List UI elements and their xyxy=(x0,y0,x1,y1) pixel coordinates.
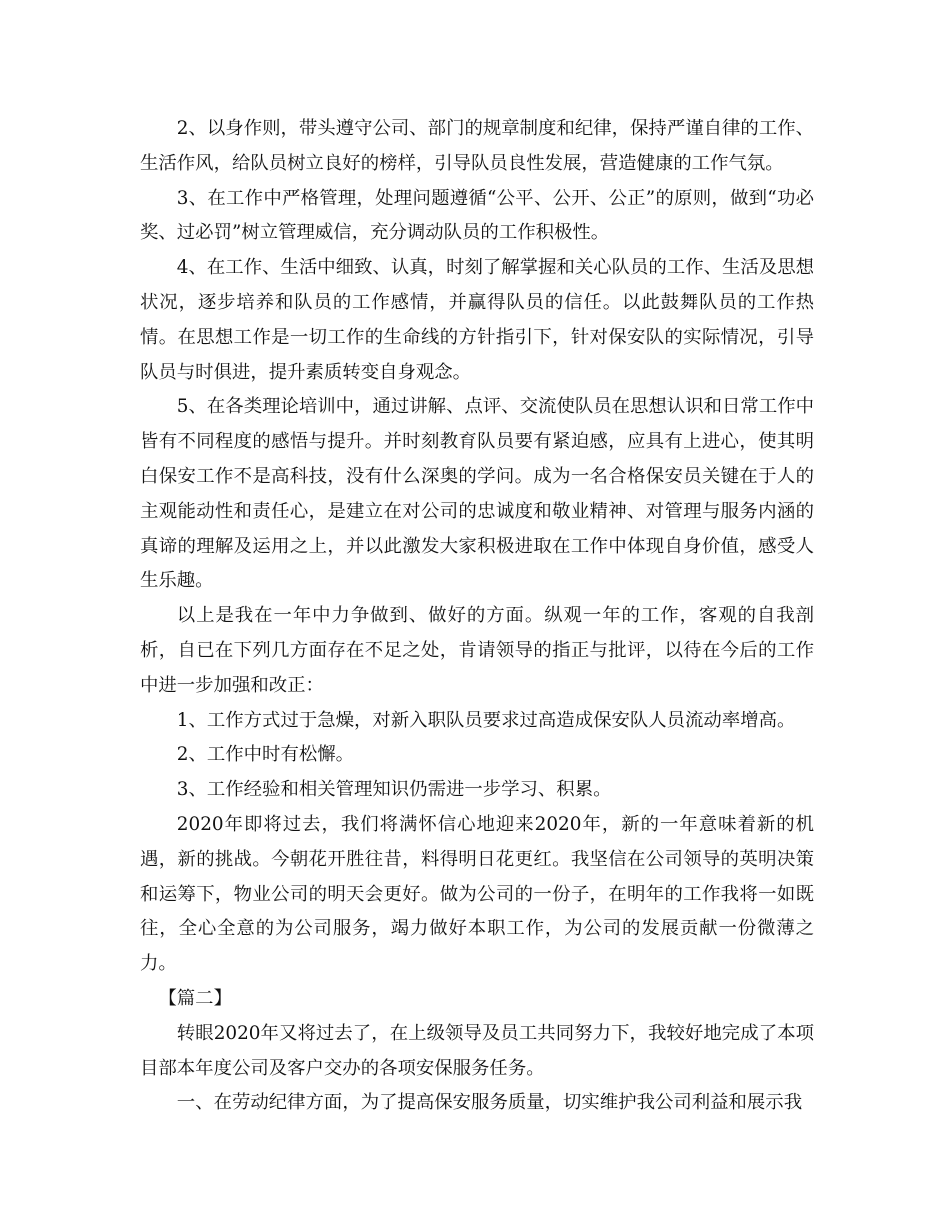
paragraph-8: 3、工作经验和相关管理知识仍需进一步学习、积累。 xyxy=(176,779,612,801)
paragraph-9: 2020年即将过去，我们将满怀信心地迎来2020年，新的一年意味着新的机遇，新的挑战。今朝花开胜往昔，料得明日花更红。我坚信在公司领导的英明决策和运筹下，物业公司的明天会更好。做为公司的一份子，在明年的工作我将一如既往，全心全意的为公司服务，竭力做好本职工作，为公司的发展贡献一份微薄之力。 xyxy=(140,813,814,975)
paragraph-7: 2、工作中时有松懈。 xyxy=(176,744,355,766)
paragraph-5: 以上是我在一年中力争做到、做好的方面。纵观一年的工作，客观的自我剖析，自已在下列几方面存在不足之处，肯请领导的指正与批评，以待在今后的工作中进一步加强和改正： xyxy=(140,605,814,696)
section-heading: 【篇二】 xyxy=(158,987,232,1009)
paragraph-1: 2、以身作则，带头遵守公司、部门的规章制度和纪律，保持严谨自律的工作、生活作风，给队员树立良好的榜样，引导队员良性发展，营造健康的工作气氛。 xyxy=(140,118,814,174)
paragraph-10: 转眼2020年又将过去了，在上级领导及员工共同努力下，我较好地完成了本项目部本年度公司及客户交办的各项安保服务任务。 xyxy=(140,1022,814,1079)
document-page xyxy=(140,112,814,1121)
paragraph-2: 3、在工作中严格管理，处理问题遵循“公平、公开、公正”的原则，做到“功必奖、过必罚”树立管理威信，充分调动队员的工作积极性。 xyxy=(140,187,814,244)
paragraph-6: 1、工作方式过于急燥，对新入职队员要求过高造成保安队人员流动率增高。 xyxy=(176,709,796,731)
paragraph-4: 5、在各类理论培训中，通过讲解、点评、交流使队员在思想认识和日常工作中皆有不同程度的感悟与提升。并时刻教育队员要有紧迫感，应具有上进心，使其明白保安工作不是高科技，没有什么深奥的学问。成为一名合格保安员关键在于人的主观能动性和责任心，是建立在对公司的忠诚度和敬业精神、对管理与服务内涵的真谛的理解及运用之上，并以此激发大家积极进取在工作中体现自身价值，感受人生乐趣。 xyxy=(140,396,814,592)
paragraph-3: 4、在工作、生活中细致、认真，时刻了解掌握和关心队员的工作、生活及思想状况，逐步培养和队员的工作感情，并赢得队员的信任。以此鼓舞队员的工作热情。在思想工作是一切工作的生命线的方针指引下，针对保安队的实际情况，引导队员与时俱进，提升素质转变自身观念。 xyxy=(140,257,814,383)
paragraph-11: 一、在劳动纪律方面，为了提高保安服务质量，切实维护我公司利益和展示我 xyxy=(176,1092,803,1114)
